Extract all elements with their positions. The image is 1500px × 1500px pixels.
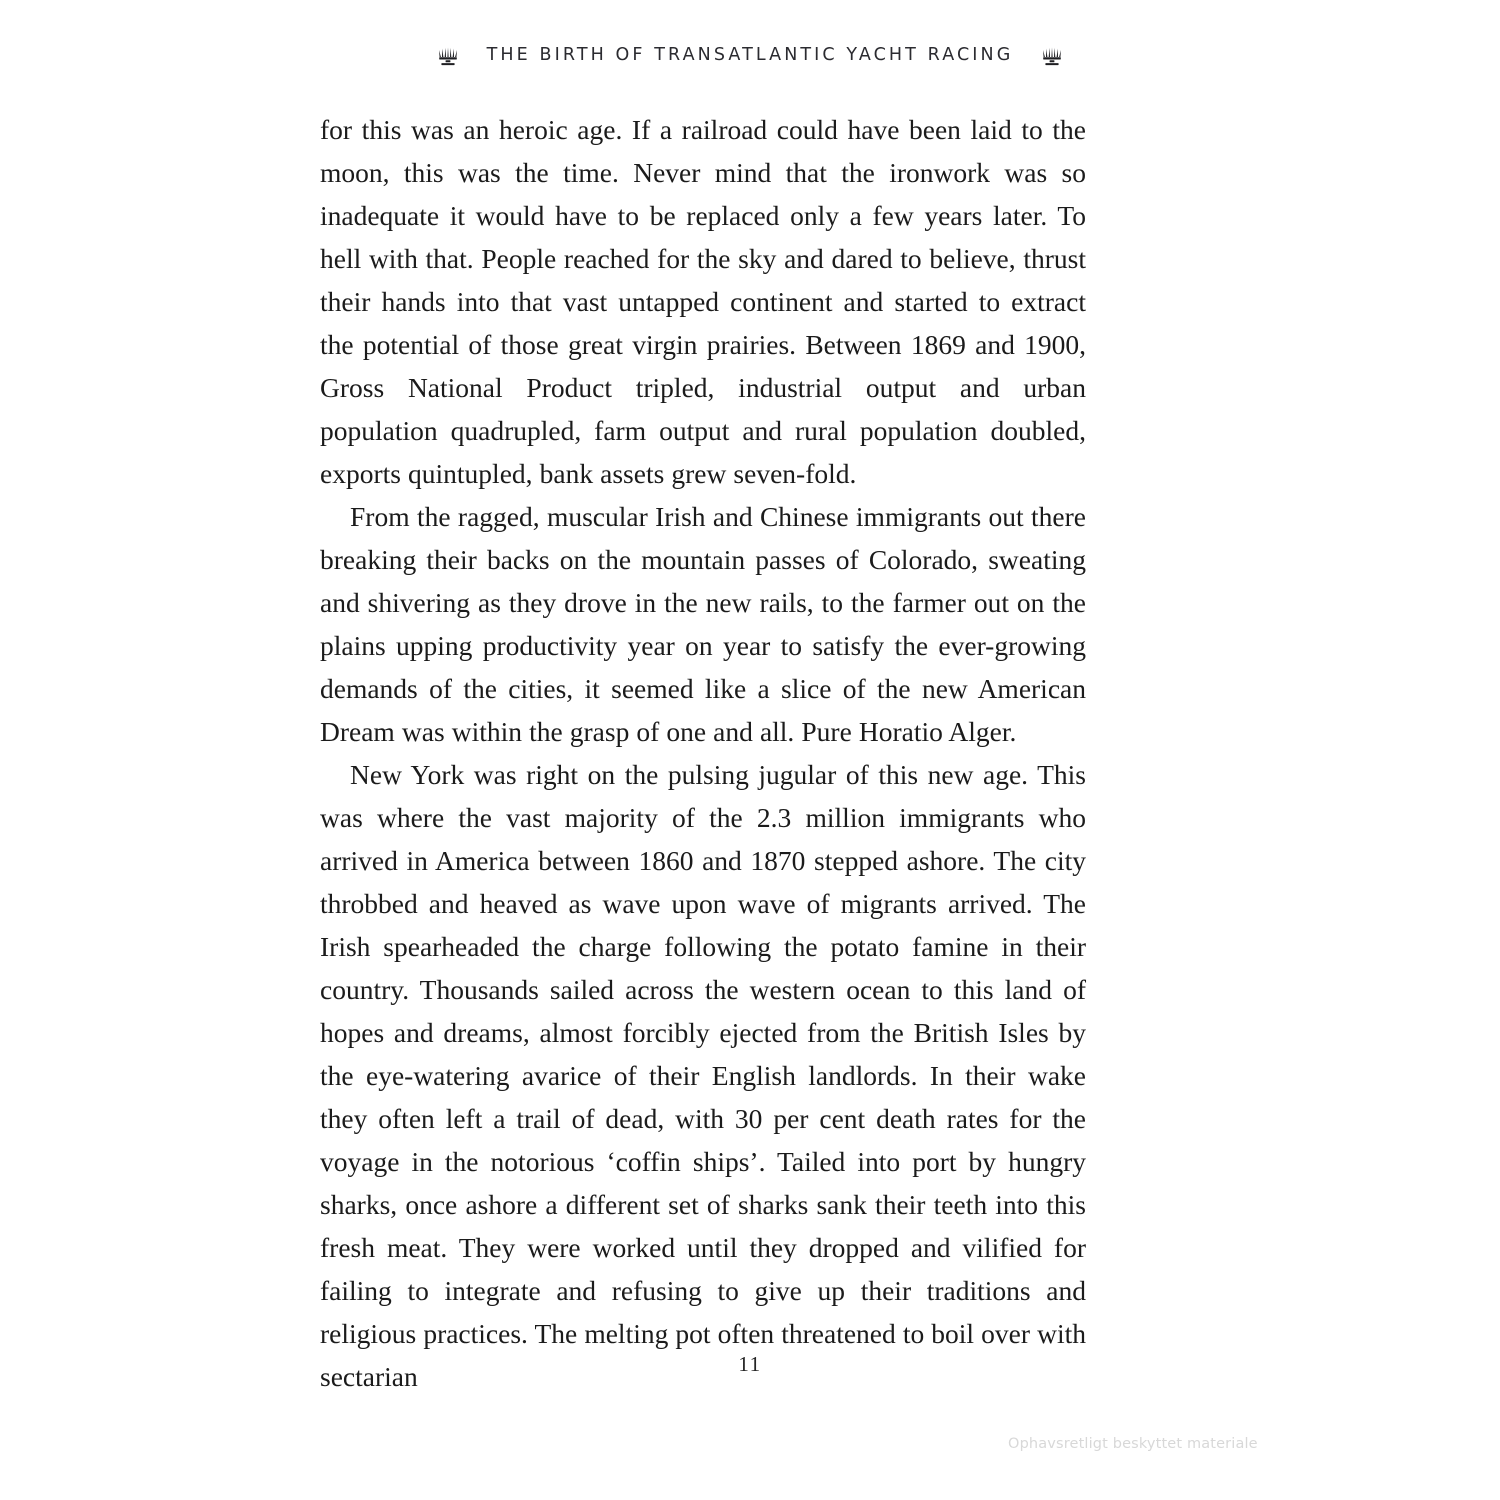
crown-ornament-right [1039, 43, 1065, 69]
running-head-title: THE BIRTH OF TRANSATLANTIC YACHT RACING [486, 45, 1014, 65]
page-number: 11 [738, 1352, 762, 1376]
running-head [0, 42, 1500, 68]
paragraph: New York was right on the pulsing jugular of this new age. This was where the vast majority of the 2.3 million immigrants who arrived in America between 1860 and 1870 stepped ashore. The city throbbed and heaved as wave upon wave of migrants arrived. The Irish spearheaded the charge following the potato famine in their country. Thousands sailed across the western ocean to this land of hopes and dreams, almost forcibly ejected from the British Isles by the eye-watering avarice of their English landlords. In their wake they often left a trail of dead, with 30 per cent death rates for the voyage in the notorious ‘coffin ships’. Tailed into port by hungry sharks, once ashore a different set of sharks sank their teeth into this fresh meat. They were worked until they dropped and vilified for failing to integrate and refusing to give up their traditions and religious practices. The melting pot often threatened to boil over with sectarian [320, 759, 1086, 1392]
body-text-block [320, 108, 1086, 1398]
crown-ornament-left [435, 43, 461, 69]
copyright-watermark: Ophavsretligt beskyttet materiale [1008, 1436, 1258, 1452]
paragraph: for this was an heroic age. If a railroad could have been laid to the moon, this was the time. Never mind that the ironwork was so inadequate it would have to be replaced only a few years later. To hell with that. People reached for the sky and dared to believe, thrust their hands into that vast untapped continent and started to extract the potential of those great virgin prairies. Between 1869 and 1900, Gross National Product tripled, industrial output and urban population quadrupled, farm output and rural population doubled, exports quintupled, bank assets grew seven-fold. [320, 114, 1086, 489]
paragraph: From the ragged, muscular Irish and Chinese immigrants out there breaking their backs on the mountain passes of Colorado, sweating and shivering as they drove in the new rails, to the farmer out on the plains upping productivity year on year to satisfy the ever-growing demands of the cities, it seemed like a slice of the new American Dream was within the grasp of one and all. Pure Horatio Alger. [320, 501, 1086, 747]
